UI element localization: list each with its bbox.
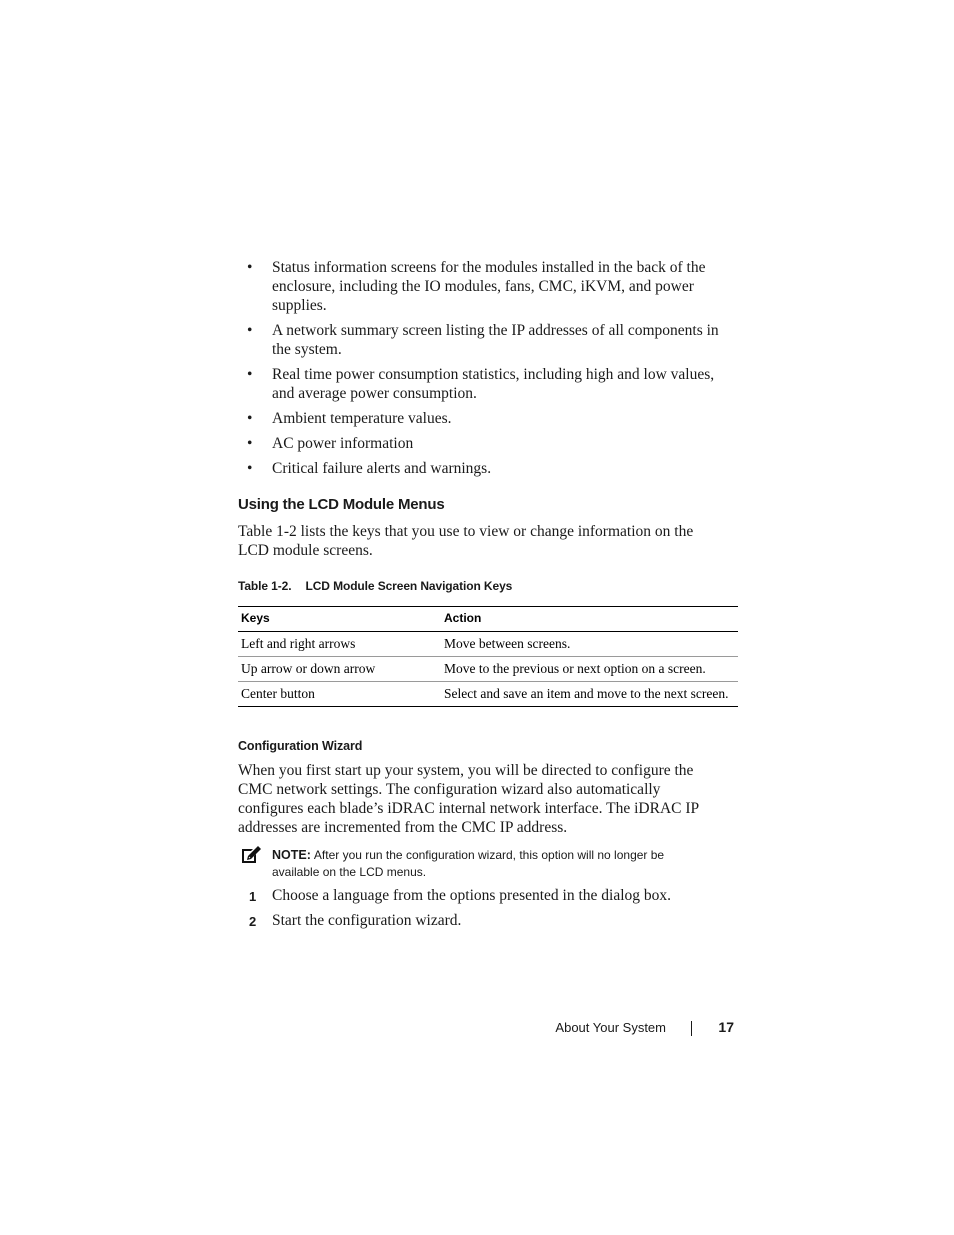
table-caption-number: Table 1-2. (238, 579, 292, 593)
list-item (238, 321, 738, 359)
footer-divider (691, 1021, 692, 1036)
bullet-icon: • (247, 410, 253, 427)
list-item (238, 258, 738, 315)
table-row (238, 657, 738, 682)
table-cell-action: Move between screens. (441, 632, 738, 657)
table-cell-action: Select and save an item and move to the next screen. (441, 682, 738, 707)
list-item-text: Critical failure alerts and warnings. (272, 460, 492, 477)
wizard-paragraph: When you first start up your system, you will be directed to configure the CMC network settings. The configuration wizard also automatically configures each blade’s iDRAC internal network interface. The iDRAC IP addresses are incremented from the CMC IP address. (238, 762, 699, 836)
column-header-keys: Keys (238, 607, 441, 632)
step-item (238, 886, 738, 905)
steps-list (238, 886, 738, 936)
subsection-heading: Configuration Wizard (238, 739, 363, 753)
step-number: 1 (249, 889, 257, 904)
bullet-icon: • (247, 322, 253, 339)
list-item (238, 434, 738, 453)
step-number: 2 (249, 914, 257, 929)
table-cell-action: Move to the previous or next option on a screen. (441, 657, 738, 682)
bullet-icon: • (247, 366, 253, 383)
list-item (238, 409, 738, 428)
step-text: Choose a language from the options presented in the dialog box. (272, 887, 672, 904)
note-label: NOTE: (272, 848, 311, 862)
list-item-text: AC power information (272, 435, 414, 452)
bullet-icon: • (247, 435, 253, 452)
table-caption (238, 579, 512, 593)
list-item-text: Status information screens for the modules installed in the back of the enclosure, including the IO modules, fans, CMC, iKVM, and power supplies. (272, 259, 706, 314)
table-row (238, 632, 738, 657)
note-text: After you run the configuration wizard, this option will no longer be available on the LCD menus. (272, 848, 665, 879)
table-cell-key: Left and right arrows (238, 632, 441, 657)
bullet-icon: • (247, 259, 253, 276)
page-footer (520, 1019, 736, 1039)
list-item (238, 459, 738, 478)
footer-section-title: About Your System (555, 1020, 666, 1035)
note-block (272, 847, 712, 881)
list-item-text: A network summary screen listing the IP addresses of all components in the system. (272, 322, 719, 358)
list-item (238, 365, 738, 403)
bullet-icon: • (247, 460, 253, 477)
column-header-action: Action (441, 607, 738, 632)
feature-bullet-list (238, 258, 738, 484)
section-heading: Using the LCD Module Menus (238, 496, 445, 513)
table-cell-key: Center button (238, 682, 441, 707)
table-cell-key: Up arrow or down arrow (238, 657, 441, 682)
page-number: 17 (718, 1019, 734, 1035)
pencil-note-icon (240, 845, 262, 865)
list-item-text: Real time power consumption statistics, including high and low values, and average power consumption. (272, 366, 715, 402)
section-intro-paragraph: Table 1-2 lists the keys that you use to view or change information on the LCD module screens. (238, 523, 694, 559)
step-text: Start the configuration wizard. (272, 912, 462, 929)
table-header-row (238, 607, 738, 632)
step-item (238, 911, 738, 930)
table-row (238, 682, 738, 707)
list-item-text: Ambient temperature values. (272, 410, 452, 427)
navigation-keys-table (238, 606, 738, 707)
table-caption-title: LCD Module Screen Navigation Keys (305, 579, 513, 593)
